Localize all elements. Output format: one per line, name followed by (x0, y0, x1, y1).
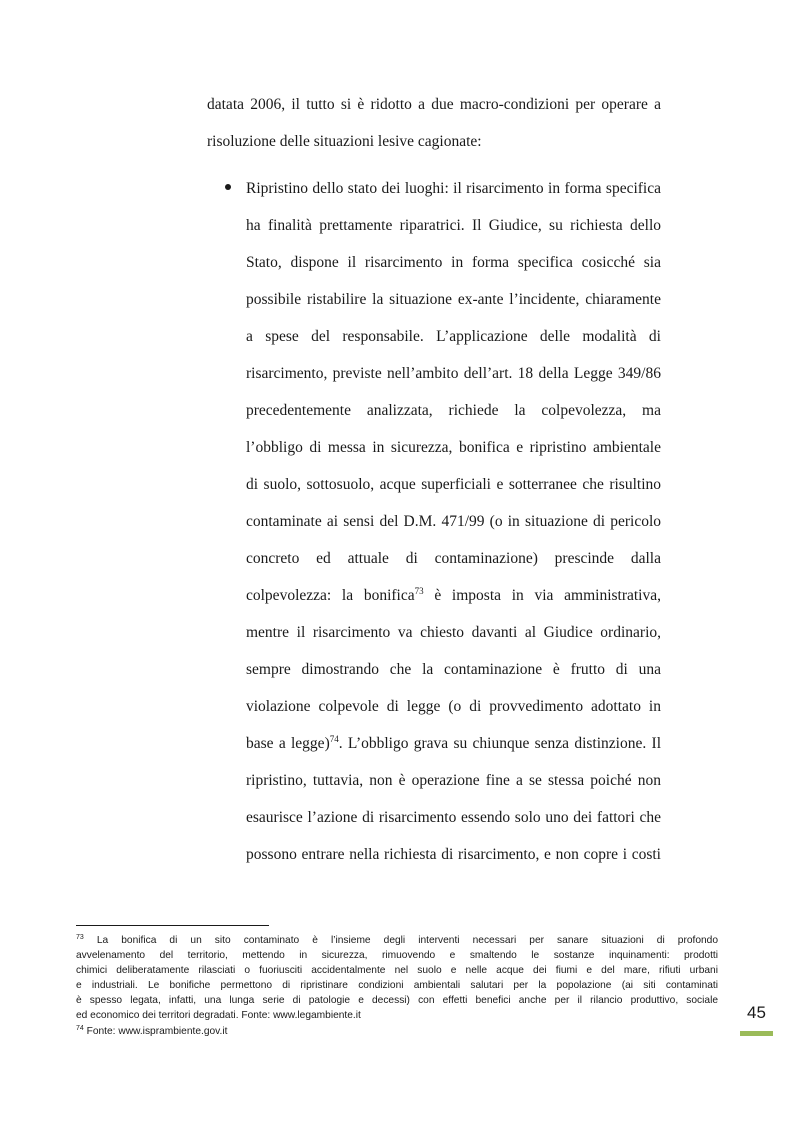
footnote-separator (76, 925, 269, 926)
footnote-73-line: ed economico dei territori degradati. Fonte: www.legambiente.it (76, 1010, 361, 1022)
bullet-dot-icon (225, 184, 231, 190)
paragraph-line: l’obbligo di messa in sicurezza, bonifica e ripristino ambientale (246, 439, 661, 456)
paragraph-line: Ripristino dello stato dei luoghi: il risarcimento in forma specifica (246, 180, 661, 197)
paragraph-line: mentre il risarcimento va chiesto davanti al Giudice ordinario, (246, 624, 661, 641)
paragraph-line: concreto ed attuale di contaminazione) prescinde dalla (246, 550, 661, 567)
footnote-73-text: La bonifica di un sito contaminato è l’insieme degli interventi necessari per sanare situazioni di profondo (96, 935, 718, 946)
paragraph-line: precedentemente analizzata, richiede la colpevolezza, ma (246, 402, 661, 419)
footnote-74-line (76, 1024, 718, 1039)
footnote-74-marker: 74 (76, 1024, 84, 1032)
footnote-73-marker: 73 (76, 934, 84, 941)
paragraph-line-with-footnote-73 (246, 577, 661, 614)
text-fragment: è imposta in via amministrativa, (423, 587, 661, 604)
footnote-ref-73[interactable]: 73 (414, 586, 424, 596)
footnotes (76, 933, 718, 1039)
bullet-paragraph (246, 170, 661, 873)
footnote-ref-74[interactable]: 74 (329, 734, 339, 744)
paragraph-line: contaminate ai sensi del D.M. 471/99 (o in situazione di pericolo (246, 513, 661, 530)
footnote-73-line: e industriali. Le bonifiche permettono di ripristinare condizioni ambientali salutari per la popolazione (ai siti contaminati (76, 980, 718, 992)
text-fragment: base a legge) (246, 735, 330, 752)
paragraph-line-with-footnote-74 (246, 725, 661, 762)
paragraph-line: ripristino, tuttavia, non è operazione fine a se stessa poiché non (246, 772, 661, 789)
text-fragment: colpevolezza: la bonifica (246, 587, 415, 604)
intro-line-2: risoluzione delle situazioni lesive cagionate: (207, 133, 482, 150)
footnote-73-line (76, 933, 718, 948)
footnote-73-line: avvelenamento del territorio, mettendo in sicurezza, rimuovendo e smaltendo le sostanze inquinamenti: prodotti (76, 950, 718, 962)
paragraph-line: di suolo, sottosuolo, acque superficiali e sotterranee che risultino (246, 476, 661, 493)
paragraph-line: ha finalità prettamente riparatrici. Il Giudice, su richiesta dello (246, 217, 661, 234)
paragraph-line: possibile ristabilire la situazione ex-ante l’incidente, chiaramente (246, 291, 661, 308)
paragraph-line: Stato, dispone il risarcimento in forma specifica cosicché sia (246, 254, 661, 271)
paragraph-line: violazione colpevole di legge (o di provvedimento adottato in (246, 698, 661, 715)
paragraph-line: a spese del responsabile. L’applicazione delle modalità di (246, 328, 661, 345)
page-number-accent-bar (740, 1031, 773, 1036)
footnote-73-line: è spesso legata, infatti, una lunga serie di patologie e decessi) con effetti benefici anche per il rilancio produttivo, sociale (76, 995, 718, 1007)
footnote-74-text: Fonte: www.isprambiente.gov.it (83, 1025, 228, 1037)
page-number: 45 (747, 1003, 766, 1022)
text-fragment: . L’obbligo grava su chiunque senza distinzione. Il (338, 735, 661, 752)
intro-line-1: datata 2006, il tutto si è ridotto a due macro-condizioni per operare a (207, 96, 661, 113)
paragraph-line: esaurisce l’azione di risarcimento essendo solo uno dei fattori che (246, 809, 661, 826)
paragraph-line: risarcimento, previste nell’ambito dell’art. 18 della Legge 349/86 (246, 365, 661, 382)
footnote-73-line: chimici deliberatamente rilasciati o fuoriusciti accidentalmente nel suolo e nelle acque dei fiumi e del mare, rifiuti urbani (76, 965, 718, 977)
paragraph-line: sempre dimostrando che la contaminazione è frutto di una (246, 661, 661, 678)
paragraph-line: possono entrare nella richiesta di risarcimento, e non copre i costi (246, 846, 661, 863)
